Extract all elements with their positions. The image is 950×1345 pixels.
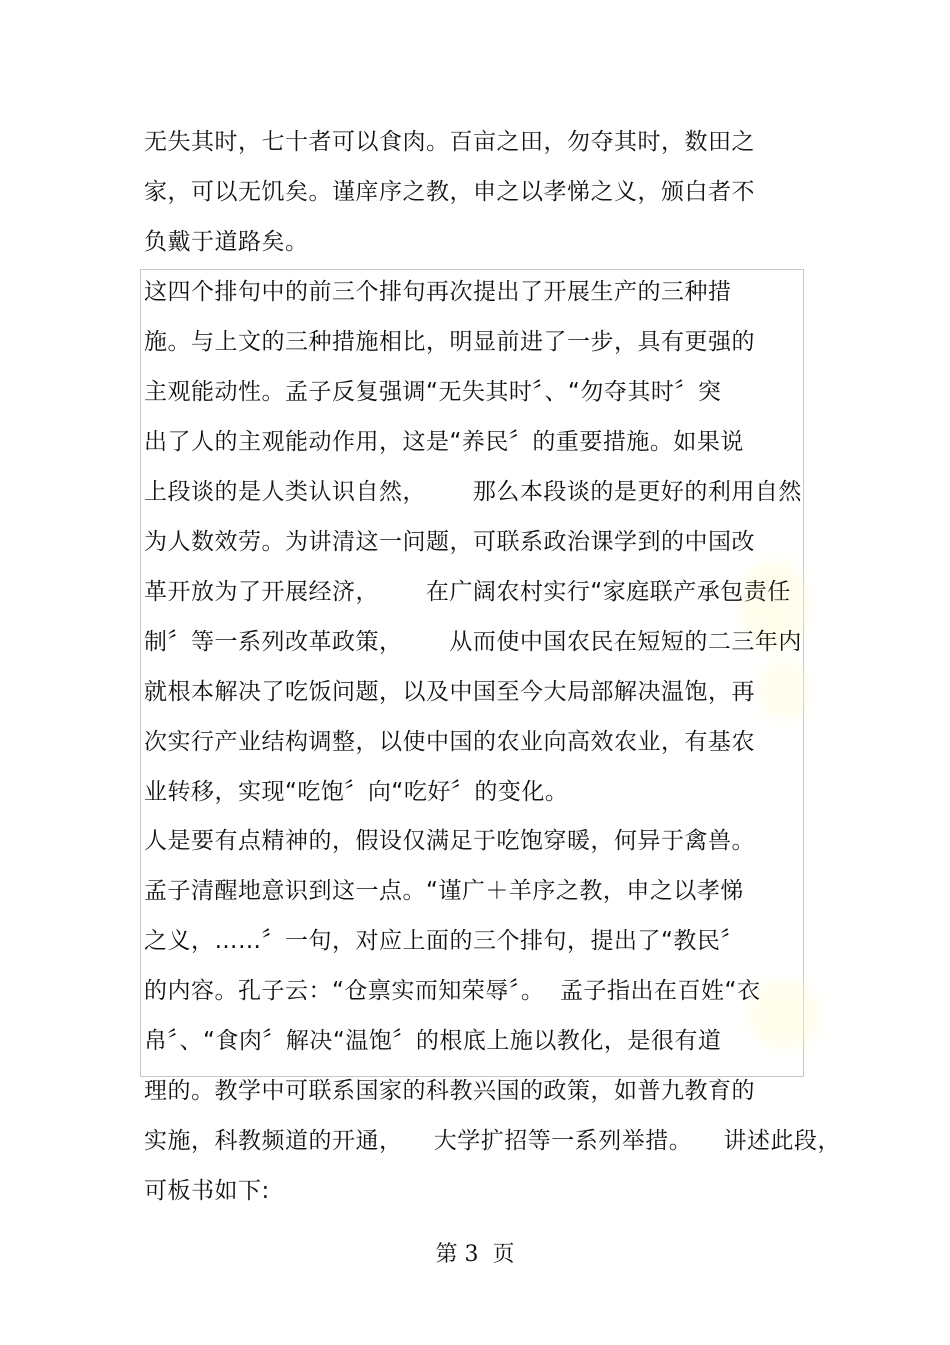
commentary-line-1: 这四个排句中的前三个排句再次提出了开展生产的三种措 xyxy=(144,279,732,305)
commentary-line-4: 出了人的主观能动作用，这是“养民〞的重要措施。如果说 xyxy=(144,429,744,455)
page-number: 第 3 页 xyxy=(435,1242,515,1267)
intro-line-1: 无失其时，七十者可以食肉。百亩之田，勿夺其时，数田之 xyxy=(144,129,755,155)
paper-stain xyxy=(750,980,820,1050)
commentary-line-16: 帛〞、“食肉〞解决“温饱〞的根底上施以教化，是很有道 xyxy=(144,1028,722,1054)
commentary-line-2: 施。与上文的三种措施相比，明显前进了一步，具有更强的 xyxy=(144,329,755,355)
commentary-line-10: 次实行产业结构调整，以使中国的农业向高效农业，有基农 xyxy=(144,729,755,755)
commentary-line-19: 可板书如下: xyxy=(144,1178,270,1204)
commentary-line-3: 主观能动性。孟子反复强调“无失其时〞、“勿夺其时〞突 xyxy=(144,379,722,405)
commentary-line-15: 的内容。孔子云：“仓禀实而知荣辱〞。 孟子指出在百姓“衣 xyxy=(144,978,761,1004)
commentary-line-9: 就根本解决了吃饭问题，以及中国至今大局部解决温饱，再 xyxy=(144,679,755,705)
paper-stain xyxy=(760,660,810,720)
commentary-line-11: 业转移，实现“吃饱〞向“吃好〞的变化。 xyxy=(144,779,569,805)
commentary-line-14: 之义，……〞一句，对应上面的三个排句，提出了“教民〞 xyxy=(144,928,744,954)
commentary-line-5: 上段谈的是人类认识自然， 那么本段谈的是更好的利用自然 xyxy=(144,479,802,505)
intro-line-2: 家，可以无饥矣。谨庠序之教，申之以孝悌之义，颁白者不 xyxy=(144,179,755,205)
commentary-line-17: 理的。教学中可联系国家的科教兴国的政策，如普九教育的 xyxy=(144,1078,755,1104)
commentary-line-8: 制〞等一系列改革政策， 从而使中国农民在短短的二三年内 xyxy=(144,629,802,655)
commentary-line-6: 为人数效劳。为讲清这一问题，可联系政治课学到的中国改 xyxy=(144,529,755,555)
commentary-line-7: 革开放为了开展经济， 在广阔农村实行“家庭联产承包责任 xyxy=(144,579,791,605)
intro-line-3: 负戴于道路矣。 xyxy=(144,229,309,255)
commentary-line-13: 孟子清醒地意识到这一点。“谨广＋羊序之教，申之以孝悌 xyxy=(144,878,744,904)
commentary-line-12: 人是要有点精神的，假设仅满足于吃饱穿暖，何异于禽兽。 xyxy=(144,828,755,854)
commentary-line-18: 实施，科教频道的开通， 大学扩招等一系列举措。 讲述此段， xyxy=(144,1128,841,1154)
